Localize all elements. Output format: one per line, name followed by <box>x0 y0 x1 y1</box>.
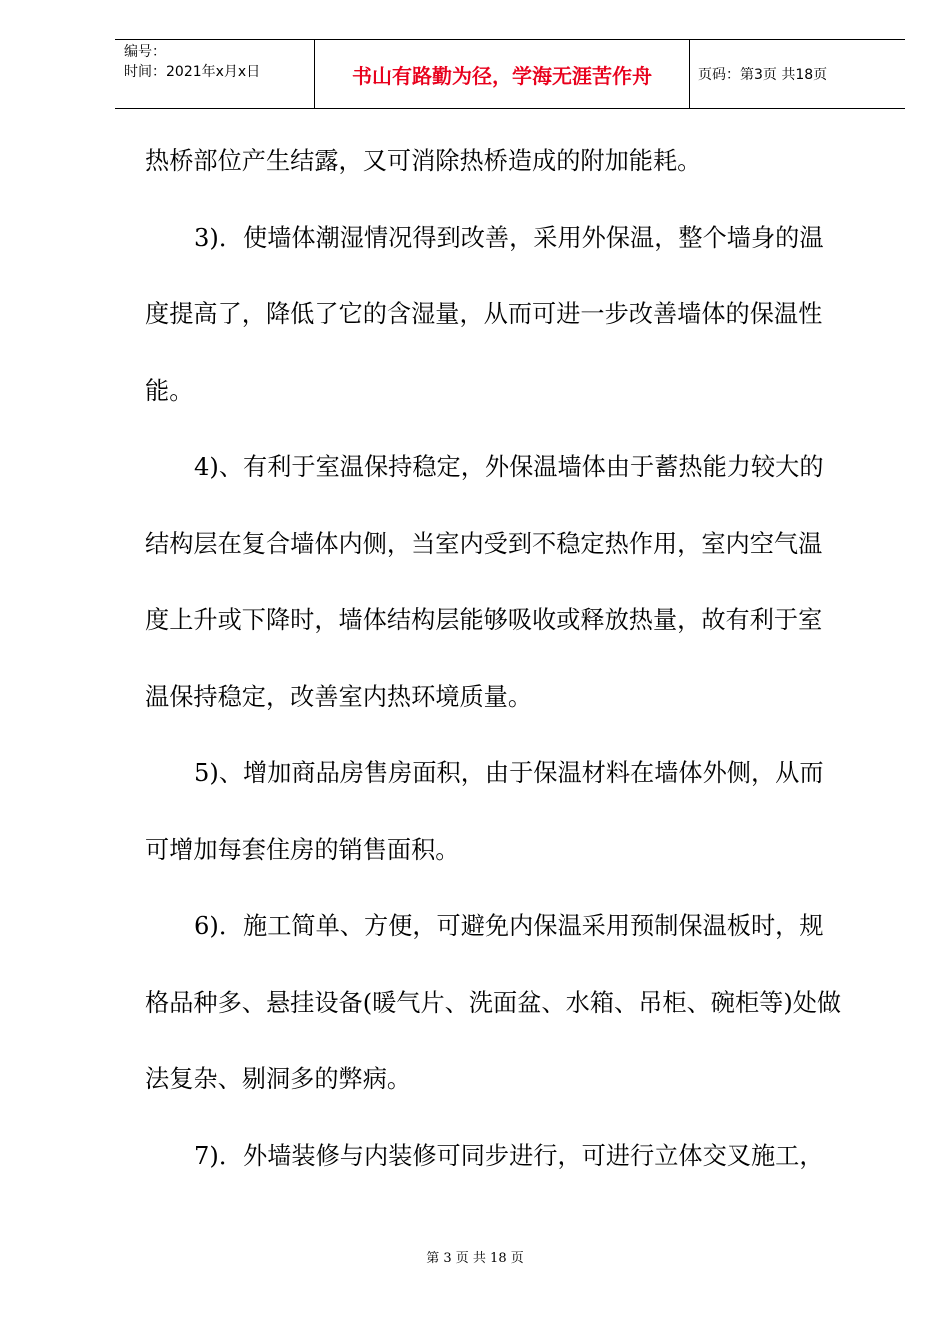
body-line: 5)、增加商品房售房面积，由于保温材料在墙体外侧，从而 <box>194 759 824 787</box>
header-page-info: 页码：第3页 共18页 <box>698 67 828 83</box>
body-line: 能。 <box>145 376 194 405</box>
page-footer: 第 3 页 共 18 页 <box>426 1251 524 1266</box>
body-line: 可增加每套住房的销售面积。 <box>145 835 460 864</box>
header-motto: 书山有路勤为径，学海无涯苦作舟 <box>315 40 690 108</box>
body-line: 7)．外墙装修与内装修可同步进行，可进行立体交叉施工， <box>194 1141 824 1170</box>
page-header <box>115 39 905 109</box>
body-line: 结构层在复合墙体内侧，当室内受到不稳定热作用，室内空气温 <box>145 529 823 558</box>
body-line: 度提高了，降低了它的含湿量，从而可进一步改善墙体的保温性 <box>145 300 823 328</box>
body-line: 度上升或下降时，墙体结构层能够吸收或释放热量，故有利于室 <box>145 606 823 634</box>
body-line: 4)、有利于室温保持稳定，外保温墙体由于蓄热能力较大的 <box>194 453 824 481</box>
body-line: 格品种多、悬挂设备(暖气片、洗面盆、水箱、吊柜、碗柜等)处做 <box>145 988 842 1017</box>
body-line: 6)．施工简单、方便，可避免内保温采用预制保温板时，规 <box>194 912 824 940</box>
body-line: 法复杂、剔洞多的弊病。 <box>145 1065 412 1093</box>
body-line: 温保持稳定，改善室内热环境质量。 <box>145 682 533 711</box>
time-label: 时间：2021年x月x日 <box>124 64 261 80</box>
document-body <box>145 128 877 1199</box>
header-meta <box>115 40 315 108</box>
body-line: 热桥部位产生结露，又可消除热桥造成的附加能耗。 <box>145 147 702 175</box>
serial-label: 编号： <box>124 44 166 60</box>
body-line: 3)．使墙体潮湿情况得到改善，采用外保温，整个墙身的温 <box>194 223 824 252</box>
